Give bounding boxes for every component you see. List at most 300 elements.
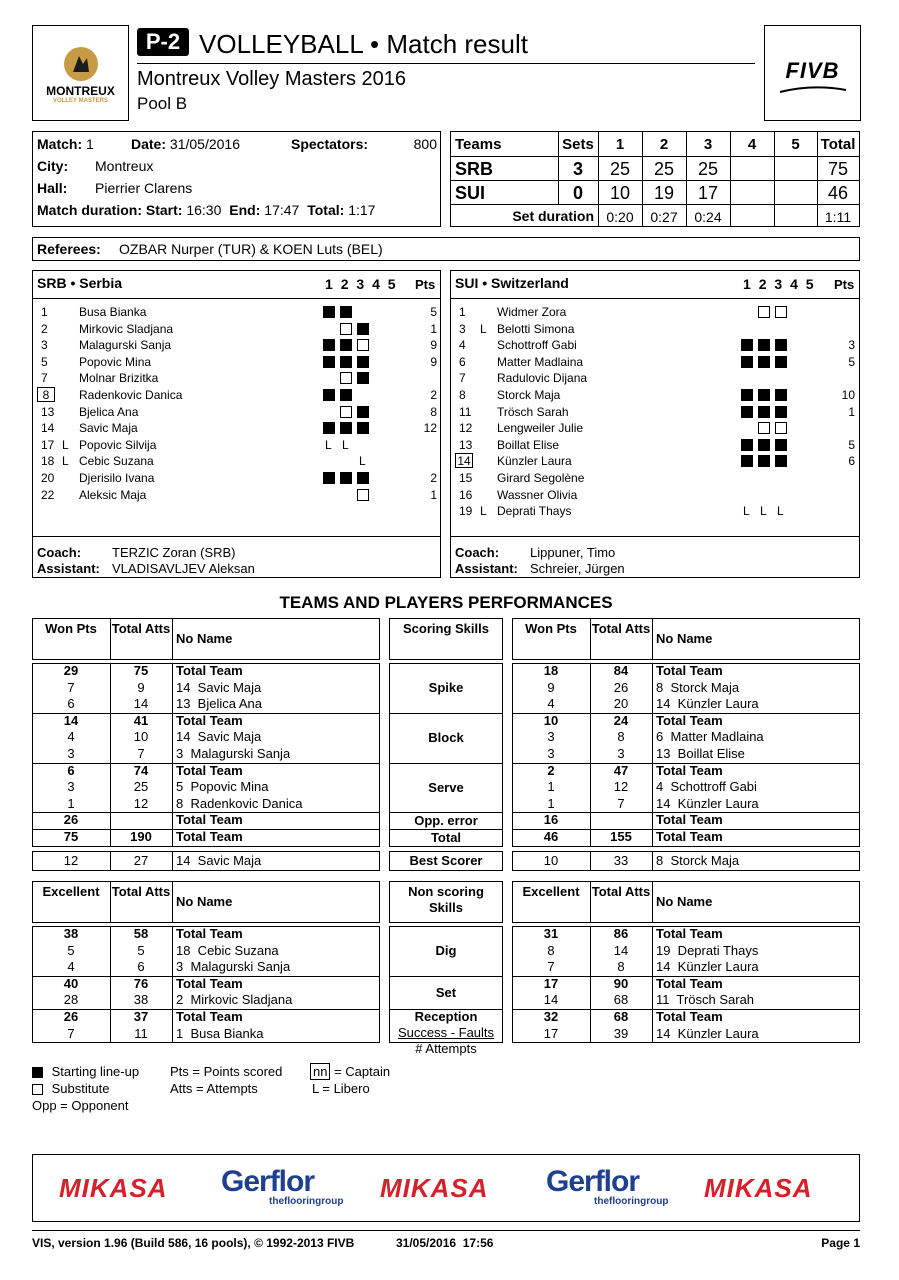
player-points: 5 — [848, 354, 855, 369]
won-value: 14 — [543, 992, 559, 1008]
best-name: 8 Storck Maja — [656, 853, 740, 868]
l-header-col1: Won Pts — [45, 621, 97, 636]
player-name-value: 14 Künzler Laura — [656, 795, 759, 811]
best-won: 12 — [63, 853, 79, 868]
player-name: Belotti Simona — [497, 321, 575, 336]
won-value: 14 — [63, 712, 79, 728]
legend-opp: Opp = Opponent — [32, 1098, 129, 1113]
won-value: 7 — [547, 959, 555, 975]
starting-lineup-icon — [775, 455, 787, 467]
hall-value: Pierrier Clarens — [95, 180, 193, 196]
best-atts: 33 — [613, 853, 629, 868]
starting-lineup-icon — [357, 406, 369, 418]
won-value: 8 — [547, 942, 555, 958]
starting-lineup-icon — [323, 472, 335, 484]
score-header-set3: 3 — [703, 136, 713, 153]
atts-value: 6 — [137, 959, 145, 975]
player-name-value: Total Team — [176, 812, 243, 828]
substitute-icon — [758, 422, 770, 434]
starting-lineup-icon — [775, 406, 787, 418]
starting-lineup-icon — [741, 439, 753, 451]
libero-mark: L — [743, 504, 750, 519]
player-name: Aleksic Maja — [79, 487, 147, 502]
atts-value: 8 — [617, 729, 625, 745]
atts-value: 86 — [613, 926, 629, 941]
player-points: 9 — [430, 354, 437, 369]
won-value: 17 — [543, 975, 559, 991]
match-label: Match: — [37, 136, 83, 152]
divider — [172, 763, 173, 814]
player-points: 1 — [430, 321, 437, 336]
divider — [590, 812, 591, 830]
player-name: Molnar Brizitka — [79, 371, 159, 386]
team_b-player-row — [451, 337, 856, 353]
divider — [652, 663, 653, 714]
legend-libero: L = Libero — [312, 1081, 370, 1096]
score-sui-s3: 17 — [697, 183, 719, 203]
date-label: Date: — [131, 136, 167, 152]
duration-label: Match duration: — [37, 202, 142, 218]
player-name-value: Total Team — [176, 712, 243, 728]
player-name-value: 5 Popovic Mina — [176, 779, 269, 795]
team_a-player-row — [33, 321, 438, 337]
team-b-assistant-label: Assistant: — [455, 561, 518, 576]
player-libero-mark: L — [480, 504, 487, 519]
starting-lineup-icon — [340, 306, 352, 318]
score-header-set1: 1 — [615, 136, 625, 153]
team_a-player-row — [33, 387, 438, 403]
starting-lineup-icon — [741, 339, 753, 351]
city-label: City: — [37, 158, 69, 174]
score-sui-total: 46 — [827, 183, 849, 203]
player-points: 3 — [848, 338, 855, 353]
substitute-icon — [775, 306, 787, 318]
atts-value: 7 — [617, 795, 625, 811]
player-number: 12 — [459, 421, 473, 436]
player-name: Malagurski Sanja — [79, 338, 172, 353]
legend — [32, 1064, 452, 1116]
starting-lineup-icon — [741, 356, 753, 368]
player-name-value: 3 Malagurski Sanja — [176, 746, 291, 761]
player-points: 1 — [848, 404, 855, 419]
starting-lineup-icon — [741, 406, 753, 418]
logo-sub-text: VOLLEY MASTERS — [53, 98, 108, 104]
starting-lineup-icon — [340, 422, 352, 434]
libero-mark: L — [342, 437, 349, 452]
player-name-value: 11 Trösch Sarah — [656, 992, 755, 1008]
score-srb-s1: 25 — [609, 159, 631, 179]
referees-value: OZBAR Nurper (TUR) & KOEN Luts (BEL) — [119, 241, 383, 257]
atts-value: 39 — [613, 1025, 629, 1041]
player-points: 9 — [430, 338, 437, 353]
won-value: 28 — [63, 992, 79, 1008]
skill-label: Spike — [428, 680, 464, 696]
sponsor-mikasa-1: MIKASA — [59, 1173, 168, 1203]
player-name-value: Total Team — [176, 762, 243, 778]
player-points: 5 — [848, 437, 855, 452]
player-points: 8 — [430, 404, 437, 419]
player-number: 17 — [41, 437, 55, 452]
atts-value: 47 — [613, 762, 629, 778]
player-name-value: 8 Storck Maja — [656, 679, 740, 695]
substitute-icon — [758, 306, 770, 318]
divider — [652, 1009, 653, 1043]
legend-starting: Starting line-up — [51, 1064, 140, 1079]
atts-value: 58 — [133, 926, 149, 941]
footer-datetime: 31/05/2016 17:56 — [396, 1236, 494, 1250]
player-name: Deprati Thays — [497, 504, 572, 519]
player-name: Trösch Sarah — [497, 404, 569, 419]
performance-title: TEAMS AND PLAYERS PERFORMANCES — [279, 593, 613, 612]
starting-lineup-icon — [357, 356, 369, 368]
atts-value: 5 — [137, 942, 145, 958]
substitute-icon — [32, 1084, 43, 1095]
player-name-value: 14 Künzler Laura — [656, 959, 759, 975]
atts-value: 10 — [133, 729, 149, 745]
team-b-set-headers: 1 2 3 4 5 — [743, 276, 814, 292]
won-value: 32 — [543, 1009, 559, 1024]
divider — [652, 851, 653, 871]
team-a-set-headers: 1 2 3 4 5 — [325, 276, 396, 292]
set-duration-2: 0:27 — [650, 209, 678, 225]
starting-lineup-icon — [323, 356, 335, 368]
atts-value: 11 — [134, 1025, 148, 1041]
starting-lineup-icon — [340, 339, 352, 351]
player-points: 1 — [430, 487, 437, 502]
skill-label: Set — [435, 984, 457, 1000]
best-won: 10 — [543, 853, 559, 868]
starting-lineup-icon — [741, 455, 753, 467]
team_b-player-row — [451, 354, 856, 370]
divider — [172, 851, 173, 871]
won-value: 3 — [547, 746, 555, 761]
sponsor-gerflor-2-sub: theflooringroup — [594, 1196, 669, 1207]
player-number: 11 — [459, 404, 472, 419]
player-name: Boillat Elise — [497, 437, 560, 452]
substitute-icon — [357, 339, 369, 351]
team_b-player-row — [451, 453, 856, 469]
starting-lineup-icon — [32, 1067, 43, 1078]
atts-value: 190 — [130, 829, 152, 844]
team-a-pts-header: Pts — [415, 277, 436, 292]
player-points: 2 — [430, 471, 437, 485]
player-name-value: 13 Bjelica Ana — [176, 696, 263, 712]
substitute-icon — [340, 372, 352, 384]
hall-label: Hall: — [37, 180, 68, 196]
score-header-teams: Teams — [455, 136, 502, 153]
sponsor-mikasa-3: MIKASA — [704, 1173, 813, 1203]
divider — [172, 713, 173, 764]
team-b-pts-header: Pts — [834, 277, 855, 292]
player-name-value: 1 Busa Bianka — [176, 1025, 264, 1041]
player-name-value: Total Team — [176, 663, 243, 678]
player-name-value: Total Team — [656, 926, 723, 941]
team_b-player-row — [451, 404, 856, 420]
player-points: 2 — [430, 388, 437, 402]
skill-label: Serve — [428, 780, 464, 795]
team-b-coach: Lippuner, Timo — [530, 545, 616, 560]
atts-value: 25 — [133, 779, 149, 795]
atts-value: 84 — [613, 663, 629, 678]
skill-sublabel: Success - Faults — [397, 1025, 495, 1040]
total-time: 1:17 — [348, 202, 376, 218]
player-name: Busa Bianka — [79, 305, 147, 319]
player-name-value: Total Team — [656, 762, 723, 778]
divider — [172, 663, 173, 714]
player-name: Storck Maja — [497, 388, 561, 402]
player-points: 12 — [423, 421, 437, 436]
substitute-icon — [775, 422, 787, 434]
player-name-value: Total Team — [176, 975, 243, 991]
starting-lineup-icon — [357, 472, 369, 484]
l-header-col3: No Name — [176, 631, 233, 646]
player-libero-mark: L — [62, 454, 69, 469]
atts-value: 24 — [613, 712, 629, 728]
starting-lineup-icon — [775, 339, 787, 351]
player-name-value: 4 Schottroff Gabi — [656, 779, 757, 795]
sponsor-mikasa-2: MIKASA — [380, 1173, 489, 1203]
score-header-sets: Sets — [562, 136, 594, 153]
team_b-player-row — [451, 321, 856, 337]
divider — [172, 881, 173, 923]
won-value: 17 — [543, 1025, 559, 1041]
team-a-coach-label: Coach: — [37, 545, 82, 560]
starting-lineup-icon — [340, 356, 352, 368]
atts-value: 3 — [617, 746, 625, 761]
doc-code-badge: P-2 — [137, 28, 189, 56]
referees-box — [32, 237, 860, 261]
player-name: Radulovic Dijana — [497, 371, 588, 386]
score-sets-srb: 3 — [572, 159, 583, 179]
player-number: 5 — [41, 354, 48, 369]
starting-lineup-icon — [323, 422, 335, 434]
player-name-value: Total Team — [656, 812, 723, 828]
player-name-value: Total Team — [176, 1009, 243, 1024]
legend-substitute: Substitute — [51, 1081, 110, 1096]
atts-value: 155 — [610, 829, 632, 844]
divider — [172, 926, 173, 977]
player-name: Bjelica Ana — [79, 404, 139, 419]
score-team-sui: SUI — [455, 183, 486, 203]
starting-lineup-icon — [758, 455, 770, 467]
team-b-coach-label: Coach: — [455, 545, 500, 560]
won-value: 5 — [67, 942, 75, 958]
l-header-col3: No Name — [176, 894, 233, 909]
player-number: 20 — [41, 471, 55, 485]
player-libero-mark: L — [480, 321, 487, 336]
starting-lineup-icon — [340, 472, 352, 484]
starting-lineup-icon — [357, 422, 369, 434]
mid-header: Non scoring Skills — [408, 884, 484, 915]
libero-mark: L — [777, 504, 784, 519]
sponsor-gerflor-1-sub: theflooringroup — [269, 1196, 344, 1207]
atts-value: 12 — [613, 779, 629, 795]
team-a-assistant: VLADISAVLJEV Aleksan — [112, 561, 255, 576]
score-header-set5: 5 — [791, 136, 800, 153]
team_b-player-row — [451, 420, 856, 436]
atts-value: 14 — [133, 696, 149, 712]
starting-lineup-icon — [775, 389, 787, 401]
spectators-value: 800 — [413, 136, 437, 152]
player-points: 10 — [841, 388, 855, 402]
atts-value: 12 — [133, 795, 149, 811]
divider — [652, 926, 653, 977]
score-sui-s2: 19 — [653, 183, 675, 203]
player-name: Djerisilo Ivana — [79, 471, 155, 485]
score-team-srb: SRB — [455, 159, 494, 179]
player-number: 8 — [459, 388, 466, 402]
team-b-box — [450, 270, 860, 578]
team_b-player-row — [451, 387, 856, 403]
r-header-col1: Excellent — [522, 884, 580, 899]
skill-label: Opp. error — [414, 813, 478, 829]
team_a-player-row — [33, 337, 438, 353]
montreux-logo-icon — [61, 44, 101, 84]
team_a-player-row — [33, 370, 438, 386]
referees-label: Referees: — [37, 241, 101, 257]
divider — [652, 881, 653, 923]
r-header-col3: No Name — [656, 894, 713, 909]
player-name-value: 14 Savic Maja — [176, 679, 262, 695]
player-number: 14 — [455, 453, 473, 468]
won-value: 1 — [67, 795, 75, 811]
player-number: 14 — [41, 421, 55, 436]
total-label: Total: — [307, 202, 345, 218]
player-number: 13 — [459, 437, 473, 452]
divider — [652, 713, 653, 764]
divider — [652, 763, 653, 814]
libero-mark: L — [359, 454, 366, 469]
atts-value: 68 — [613, 992, 629, 1008]
libero-mark: L — [325, 437, 332, 452]
footer-page: Page 1 — [821, 1236, 860, 1250]
divider — [172, 976, 173, 1010]
team_a-player-row — [33, 304, 438, 320]
player-number: 15 — [459, 471, 473, 485]
legend-captain: = Captain — [334, 1064, 391, 1079]
divider — [652, 829, 653, 847]
team_a-player-row — [33, 354, 438, 370]
player-libero-mark: L — [62, 437, 69, 452]
atts-value: 68 — [613, 1009, 629, 1024]
team-b-title: SUI • Switzerland — [455, 275, 569, 291]
player-name: Savic Maja — [79, 421, 138, 436]
start-time: 16:30 — [186, 202, 222, 218]
city-value: Montreux — [95, 158, 154, 174]
fivb-logo-box — [764, 25, 861, 121]
player-name-value: 19 Deprati Thays — [656, 942, 759, 958]
player-number: 7 — [41, 371, 48, 386]
r-header-col3: No Name — [656, 631, 713, 646]
starting-lineup-icon — [758, 389, 770, 401]
score-sui-s1: 10 — [609, 183, 631, 203]
best-scorer-label: Best Scorer — [409, 853, 483, 868]
player-name-value: 8 Radenkovic Danica — [176, 795, 303, 811]
team_a-player-row — [33, 453, 438, 469]
team_b-player-row — [451, 503, 856, 519]
player-name: Popovic Silvija — [79, 437, 157, 452]
won-value: 10 — [543, 712, 559, 728]
r-header-col2: Total Atts — [591, 621, 651, 636]
starting-lineup-icon — [741, 389, 753, 401]
fivb-swoosh-icon — [778, 84, 848, 94]
team_b-player-row — [451, 437, 856, 453]
player-name-value: Total Team — [656, 663, 723, 678]
team_a-player-row — [33, 470, 438, 486]
won-value: 7 — [67, 679, 75, 695]
divider — [172, 618, 173, 660]
won-value: 4 — [67, 729, 75, 745]
team-a-box — [32, 270, 441, 578]
team_a-player-row — [33, 487, 438, 503]
sponsor-gerflor-2: Gerflor — [546, 1165, 640, 1198]
atts-value: 76 — [133, 975, 149, 991]
l-header-col1: Excellent — [42, 884, 100, 899]
won-value: 75 — [63, 829, 79, 844]
divider — [652, 976, 653, 1010]
score-table — [450, 131, 860, 227]
player-name-value: 18 Cebic Suzana — [176, 942, 279, 958]
won-value: 3 — [67, 746, 75, 761]
player-number: 1 — [459, 305, 466, 319]
sponsor-banner — [32, 1154, 860, 1222]
match-date: 31/05/2016 — [169, 136, 240, 152]
score-header-set2: 2 — [659, 136, 669, 153]
team-a-assistant-label: Assistant: — [37, 561, 100, 576]
player-number: 19 — [459, 504, 473, 519]
starting-lineup-icon — [323, 306, 335, 318]
team_b-player-row — [451, 487, 856, 503]
atts-value: 8 — [617, 959, 625, 975]
starting-lineup-icon — [758, 339, 770, 351]
won-value: 26 — [63, 1009, 79, 1024]
player-number: 18 — [41, 454, 55, 469]
player-name: Widmer Zora — [497, 305, 567, 319]
won-value: 46 — [543, 829, 559, 844]
atts-value: 74 — [133, 762, 149, 778]
spectators-label: Spectators: — [291, 136, 369, 152]
footer-version: VIS, version 1.96 (Build 586, 16 pools), © 1992-2013 FIVB — [32, 1236, 355, 1250]
player-name-value: 3 Malagurski Sanja — [176, 959, 291, 975]
won-value: 6 — [67, 762, 75, 778]
player-name-value: 14 Künzler Laura — [656, 696, 759, 712]
player-name-value: 14 Savic Maja — [176, 729, 262, 745]
starting-lineup-icon — [340, 389, 352, 401]
player-number: 7 — [459, 371, 466, 386]
player-name: Mirkovic Sladjana — [79, 321, 174, 336]
divider — [172, 829, 173, 847]
won-value: 16 — [543, 812, 559, 828]
player-number: 22 — [41, 487, 55, 502]
player-number: 3 — [41, 338, 48, 353]
starting-lineup-icon — [357, 372, 369, 384]
team-a-title: SRB • Serbia — [37, 275, 123, 291]
set-duration-total: 1:11 — [824, 209, 852, 225]
r-header-col1: Won Pts — [525, 621, 577, 636]
player-points: 6 — [848, 454, 855, 469]
team_b-player-row — [451, 370, 856, 386]
player-name: Matter Madlaina — [497, 354, 584, 369]
substitute-icon — [357, 489, 369, 501]
won-value: 38 — [63, 926, 79, 941]
player-name-value: 6 Matter Madlaina — [656, 729, 764, 745]
player-number: 3 — [459, 321, 466, 336]
atts-value: 38 — [133, 992, 149, 1008]
team-b-assistant: Schreier, Jürgen — [530, 561, 625, 576]
skill-label: Total — [430, 829, 462, 845]
pool-name: Pool B — [137, 94, 188, 113]
divider — [652, 812, 653, 830]
